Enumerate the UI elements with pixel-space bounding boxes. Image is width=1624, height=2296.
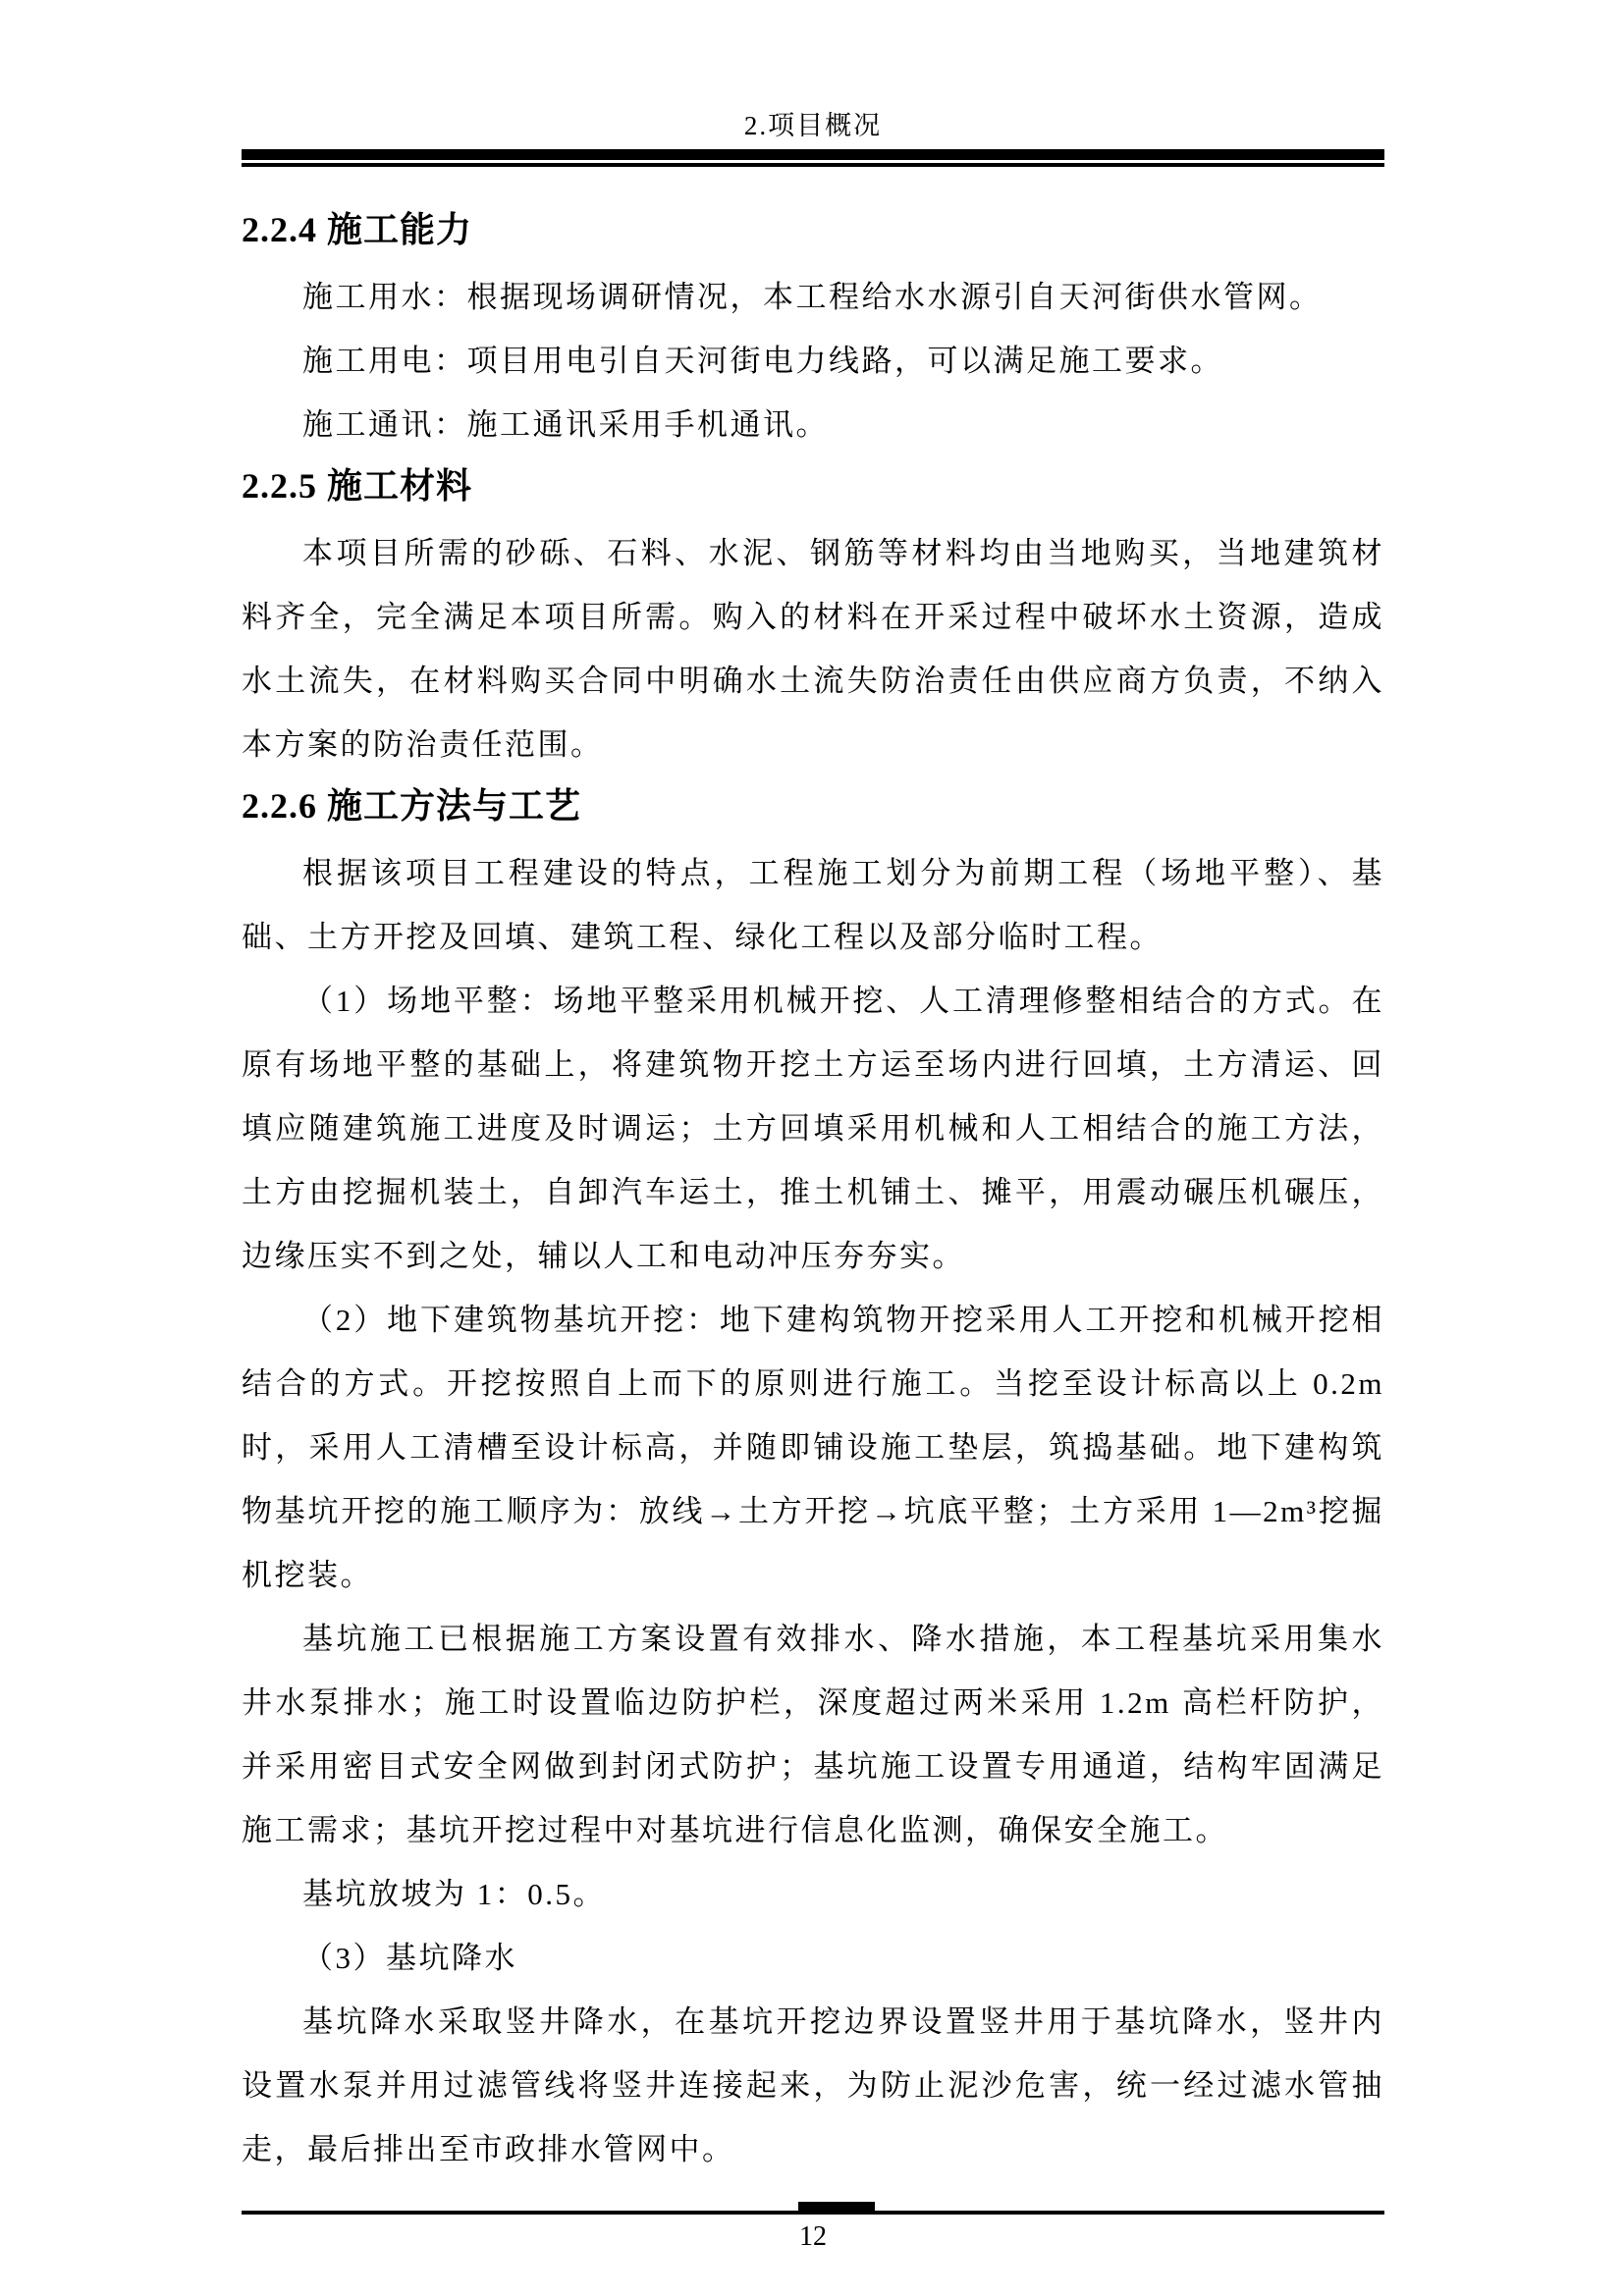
header-rule-thin-line <box>242 163 1384 167</box>
body-paragraph: 施工用水：根据现场调研情况，本工程给水水源引自天河街供水管网。 <box>302 280 1323 314</box>
body-paragraph: 本项目所需的砂砾、石料、水泥、钢筋等材料均由当地购买，当地建筑材料齐全，完全满足本项目所需。购入的材料在开采过程中破坏水土资源，造成水土流失，在材料购买合同中明确水土流失防治责任由供应商方负责，不纳入本方案的防治责任范围。 <box>242 536 1384 762</box>
header-rule-thick-bar <box>242 149 1384 160</box>
page-number: 12 <box>799 2221 827 2252</box>
footer-rule <box>242 2211 1384 2215</box>
document-body <box>242 200 1384 2181</box>
body-paragraph: 施工通讯：施工通讯采用手机通讯。 <box>302 407 829 442</box>
body-paragraph: （3）基坑降水 <box>302 1941 517 1975</box>
body-paragraph: 基坑降水采取竖井降水，在基坑开挖边界设置竖井用于基坑降水，竖井内设置水泵并用过滤管线将竖井连接起来，为防止泥沙危害，统一经过滤水管抽走，最后排出至市政排水管网中。 <box>242 2004 1384 2166</box>
body-paragraph: 基坑放坡为 1：0.5。 <box>302 1877 606 1911</box>
header-rule <box>242 149 1384 167</box>
body-paragraph: 根据该项目工程建设的特点，工程施工划分为前期工程（场地平整）、基础、土方开挖及回填、建筑工程、绿化工程以及部分临时工程。 <box>242 856 1384 954</box>
page-footer <box>242 2211 1384 2254</box>
body-paragraph: （1）场地平整：场地平整采用机械开挖、人工清理修整相结合的方式。在原有场地平整的基础上，将建筑物开挖土方运至场内进行回填，土方清运、回填应随建筑施工进度及时调运；土方回填采用机械和人工相结合的施工方法，土方由挖掘机装土，自卸汽车运土，推土机铺土、摊平，用震动碾压机碾压，边缘压实不到之处，辅以人工和电动冲压夯夯实。 <box>242 984 1384 1273</box>
footer-rule-notch <box>798 2202 875 2212</box>
section-heading-225: 2.2.5 施工材料 <box>242 466 473 506</box>
body-paragraph: 施工用电：项目用电引自天河街电力线路，可以满足施工要求。 <box>302 344 1223 378</box>
section-heading-226: 2.2.6 施工方法与工艺 <box>242 786 582 826</box>
page-header-title: 2.项目概况 <box>743 111 883 140</box>
section-heading-224: 2.2.4 施工能力 <box>242 210 473 249</box>
body-paragraph: 基坑施工已根据施工方案设置有效排水、降水措施，本工程基坑采用集水井水泵排水；施工时设置临边防护栏，深度超过两米采用 1.2m 高栏杆防护，并采用密目式安全网做到封闭式防护；基坑施工设置专用通道，结构牢固满足施工需求；基坑开挖过程中对基坑进行信息化监测，确保安全施工。 <box>242 1622 1384 1847</box>
body-paragraph: （2）地下建筑物基坑开挖：地下建构筑物开挖采用人工开挖和机械开挖相结合的方式。开挖按照自上而下的原则进行施工。当挖至设计标高以上 0.2m 时，采用人工清槽至设计标高，并随即铺设施工垫层，筑捣基础。地下建构筑物基坑开挖的施工顺序为：放线→土方开挖→坑底平整；土方采用 1—2m³挖掘机挖装。 <box>242 1303 1384 1592</box>
